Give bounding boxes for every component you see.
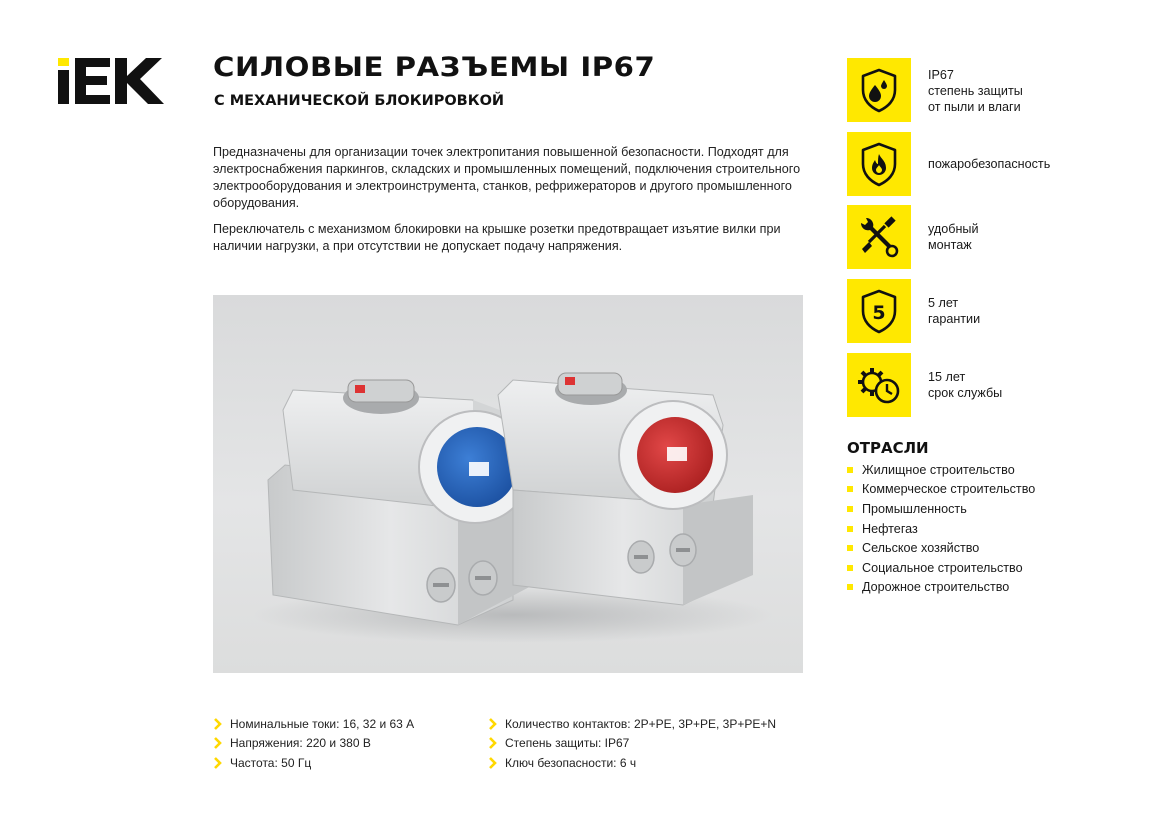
bullet-square-icon (847, 565, 853, 571)
list-item: Нефтегаз (847, 519, 1035, 539)
shield-five-digit: 5 (872, 302, 886, 324)
feature-easy-mounting (847, 205, 1147, 269)
chevron-right-icon (487, 718, 499, 730)
chevron-right-icon (212, 757, 224, 769)
feature-text: удобный монтаж (928, 222, 979, 252)
industries-title: ОТРАСЛИ (847, 439, 929, 457)
list-item: Коммерческое строительство (847, 480, 1035, 500)
specs-right (487, 714, 776, 773)
industries-list (847, 460, 1035, 597)
bullet-square-icon (847, 467, 853, 473)
shield-flame-icon (847, 132, 911, 196)
chevron-right-icon (212, 718, 224, 730)
feature-text: пожаробезопасность (928, 157, 1051, 171)
chevron-right-icon (487, 757, 499, 769)
gear-clock-icon (847, 353, 911, 417)
feature-service-life (847, 353, 1147, 417)
iek-logo (58, 58, 178, 104)
description-paragraph: Предназначены для организации точек электропитания повышенной безопасности. Подходят для электроснабжения паркингов, складских и промышленных помещений, подключения строительного электрооборудования и электроинструмента, станков, рефрижераторов и другого промышленного оборудования. (213, 145, 801, 210)
description-paragraph: Переключатель с механизмом блокировки на крышке розетки предотвращает изъятие вилки при наличии нагрузки, а при отсутствии не допускает подачу напряжения. (213, 222, 781, 253)
page-subtitle: С МЕХАНИЧЕСКОЙ БЛОКИРОВКОЙ (214, 93, 505, 109)
chevron-right-icon (487, 737, 499, 749)
spec-item: Частота: 50 Гц (212, 753, 414, 773)
feature-warranty (847, 279, 1147, 343)
page-title: СИЛОВЫЕ РАЗЪЕМЫ IP67 (213, 52, 656, 83)
chevron-right-icon (212, 737, 224, 749)
list-item: Жилищное строительство (847, 460, 1035, 480)
socket-unit-red (498, 373, 753, 605)
feature-text: 5 лет гарантии (928, 296, 981, 326)
spec-item: Ключ безопасности: 6 ч (487, 753, 776, 773)
spec-item: Напряжения: 220 и 380 В (212, 734, 414, 754)
feature-text: IP67 степень защиты от пыли и влаги (928, 68, 1023, 114)
shield-five-icon (847, 279, 911, 343)
bullet-square-icon (847, 526, 853, 532)
bullet-square-icon (847, 486, 853, 492)
shield-drop-icon (847, 58, 911, 122)
list-item: Промышленность (847, 499, 1035, 519)
spec-item: Номинальные токи: 16, 32 и 63 А (212, 714, 414, 734)
list-item: Социальное строительство (847, 558, 1035, 578)
feature-text: 15 лет срок службы (928, 370, 1003, 400)
socket-unit-blue (268, 380, 533, 625)
spec-item: Количество контактов: 2P+PE, 3P+PE, 3P+PE+N (487, 714, 776, 734)
wrench-screwdriver-icon (847, 205, 911, 269)
list-item: Дорожное строительство (847, 578, 1035, 598)
bullet-square-icon (847, 506, 853, 512)
spec-item: Степень защиты: IP67 (487, 734, 776, 754)
bullet-square-icon (847, 545, 853, 551)
product-photo (213, 295, 803, 673)
specs-left (212, 714, 414, 773)
bullet-square-icon (847, 584, 853, 590)
list-item: Сельское хозяйство (847, 538, 1035, 558)
product-description (213, 144, 803, 264)
feature-ip67 (847, 58, 1147, 122)
feature-fire-safety (847, 132, 1147, 196)
